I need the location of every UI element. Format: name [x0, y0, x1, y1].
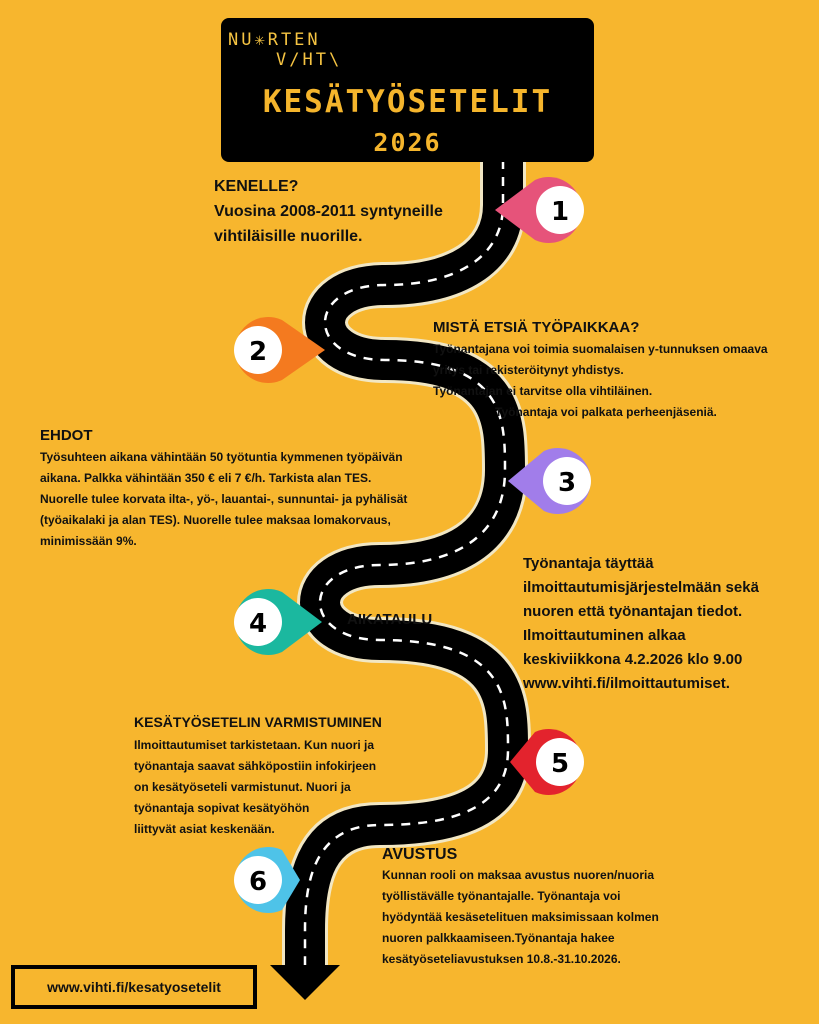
step-5-line: työnantaja sopivat kesätyöhön: [134, 801, 310, 815]
step-3-line: Nuorelle tulee korvata ilta-, yö-, lauantai-, sunnuntai- ja pyhälisät: [40, 492, 408, 506]
step-4-line: Työnantaja täyttää: [523, 555, 654, 572]
step-3-heading: EHDOT: [40, 427, 93, 444]
step-4-line: www.vihti.fi/ilmoittautumiset.: [523, 675, 730, 692]
step-6-line: Kunnan rooli on maksaa avustus nuoren/nuoria: [382, 868, 655, 882]
step-4-line: nuoren että työnantajan tiedot.: [523, 603, 743, 620]
step-6-heading: AVUSTUS: [382, 846, 458, 863]
pin-6-number: 6: [248, 867, 268, 897]
step-2-text: [433, 339, 768, 423]
step-5-line: on kesätyöseteli varmistunut. Nuori ja: [134, 780, 351, 794]
step-6-line: kesätyöseteliavustuksen 10.8.-31.10.2026.: [382, 952, 621, 966]
pin-2-number: 2: [248, 337, 268, 367]
step-3-line: (työaikalaki ja alan TES). Nuorelle tulee maksaa lomakorvaus,: [40, 513, 391, 527]
step-3-line: aikana. Palkka vähintään 350 € eli 7 €/h. Tarkista alan TES.: [40, 471, 372, 485]
step-5-heading: KESÄTYÖSETELIN VARMISTUMINEN: [134, 714, 382, 730]
step-4-line: ilmoittautumisjärjestelmään sekä: [523, 579, 759, 596]
step-2-line: yritys tai rekisteröitynyt yhdistys.: [433, 363, 624, 377]
step-4-heading: AIKATAULU: [347, 611, 433, 628]
step-5-line: Ilmoittautumiset tarkistetaan. Kun nuori ja: [134, 738, 375, 752]
pin-4-number: 4: [248, 609, 268, 639]
logo-vihti: V/HT\: [276, 50, 343, 70]
step-1-line: Vuosina 2008-2011 syntyneille: [214, 203, 443, 220]
step-6-line: nuoren palkkaamiseen.Työnantaja hakee: [382, 931, 615, 945]
step-1-text: [214, 199, 443, 249]
step-4-text: [523, 552, 759, 696]
page-title: KESÄTYÖSETELIT: [262, 84, 553, 120]
footer-link[interactable]: www.vihti.fi/kesatyosetelit: [11, 965, 257, 1009]
step-2-line: Työnantaja voi palkata perheenjäseniä.: [495, 405, 717, 419]
pin-3-number: 3: [557, 468, 577, 498]
page-year: 2026: [373, 128, 442, 157]
step-1-heading: KENELLE?: [214, 178, 299, 195]
step-5-line: työnantaja saavat sähköpostiin infokirjeen: [134, 759, 377, 773]
step-1-line: vihtiläisille nuorille.: [214, 228, 363, 245]
step-6-text: [382, 865, 659, 970]
logo-nuorten: NU✳RTEN: [228, 30, 321, 50]
step-3-line: Työsuhteen aikana vähintään 50 työtuntia kymmenen työpäivän: [40, 450, 403, 464]
step-5-line: liittyvät asiat keskenään.: [134, 822, 275, 836]
step-5-text: [134, 735, 376, 840]
step-2-heading: MISTÄ ETSIÄ TYÖPAIKKAA?: [433, 319, 640, 336]
step-2-line: Työnantajan ei tarvitse olla vihtiläinen.: [433, 384, 653, 398]
step-6-line: hyödyntää kesäsetelituen maksimissaan kolmen: [382, 910, 659, 924]
step-4-line: keskiviikkona 4.2.2026 klo 9.00: [523, 651, 743, 668]
road-arrow-icon: [270, 965, 340, 1000]
step-2-line: Työnantajana voi toimia suomalaisen y-tunnuksen omaava: [433, 342, 768, 356]
step-3-line: minimissään 9%.: [40, 534, 137, 548]
pin-5-number: 5: [550, 749, 570, 779]
step-6-line: työllistävälle työnantajalle. Työnantaja voi: [382, 889, 621, 903]
step-3-text: [40, 447, 407, 552]
step-4-line: Ilmoittautuminen alkaa: [523, 627, 686, 644]
pin-1-number: 1: [550, 197, 570, 227]
